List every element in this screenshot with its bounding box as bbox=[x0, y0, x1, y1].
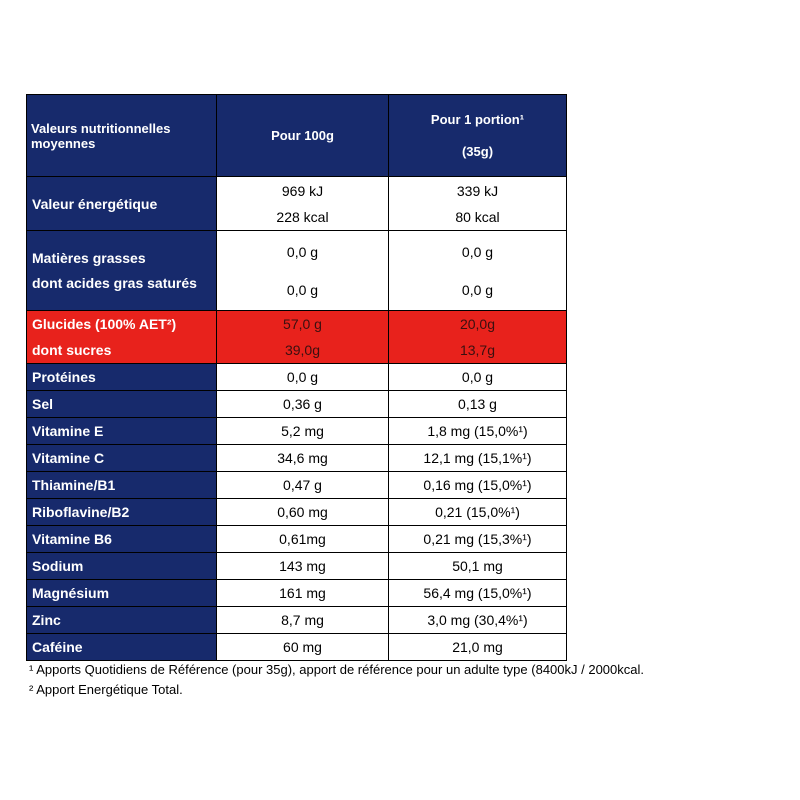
fat-per-portion-total: 0,0 g bbox=[461, 243, 494, 260]
fat-per-100g bbox=[217, 231, 389, 311]
nutrient-label: Riboflavine/B2 bbox=[27, 499, 217, 526]
header-per-portion-line2: (35g) bbox=[461, 143, 494, 159]
nutrient-label: Sodium bbox=[27, 553, 217, 580]
nutrient-label: Sel bbox=[27, 391, 217, 418]
footnote-total-energy: ² Apport Energétique Total. bbox=[29, 682, 183, 697]
nutrient-per-100g: 143 mg bbox=[217, 553, 389, 580]
nutrient-per-100g: 0,36 g bbox=[217, 391, 389, 418]
nutrient-per-portion: 0,13 g bbox=[389, 391, 567, 418]
fat-per-portion-saturated: 0,0 g bbox=[461, 281, 494, 298]
table-row bbox=[27, 445, 567, 472]
table-row bbox=[27, 418, 567, 445]
energy-per-portion-kj: 339 kJ bbox=[456, 182, 499, 199]
fat-label-saturated: dont acides gras saturés bbox=[32, 275, 197, 291]
energy-per-100g-kcal: 228 kcal bbox=[276, 208, 329, 225]
fat-row bbox=[27, 231, 567, 311]
carbs-per-portion bbox=[389, 311, 567, 364]
nutrition-table-container bbox=[26, 94, 566, 661]
footnote-reference-intakes: ¹ Apports Quotidiens de Référence (pour 35g), apport de référence pour un adulte type (8400kJ / 2000kcal. bbox=[29, 662, 644, 677]
nutrient-rows bbox=[27, 364, 567, 661]
table-row bbox=[27, 634, 567, 661]
table-row bbox=[27, 472, 567, 499]
nutrient-label: Vitamine C bbox=[27, 445, 217, 472]
energy-label: Valeur énergétique bbox=[27, 177, 217, 231]
fat-per-100g-total: 0,0 g bbox=[286, 243, 319, 260]
carbs-per-100g-total: 57,0 g bbox=[283, 316, 322, 332]
nutrient-per-portion: 12,1 mg (15,1%¹) bbox=[389, 445, 567, 472]
nutrient-per-portion: 1,8 mg (15,0%¹) bbox=[389, 418, 567, 445]
nutrition-table bbox=[26, 94, 567, 661]
fat-per-100g-saturated: 0,0 g bbox=[286, 281, 319, 298]
nutrient-per-100g: 0,60 mg bbox=[217, 499, 389, 526]
energy-per-portion-kcal: 80 kcal bbox=[455, 208, 500, 225]
nutrient-label: Thiamine/B1 bbox=[27, 472, 217, 499]
header-per-portion bbox=[389, 95, 567, 177]
table-header-row bbox=[27, 95, 567, 177]
nutrient-per-100g: 60 mg bbox=[217, 634, 389, 661]
nutrient-per-100g: 5,2 mg bbox=[217, 418, 389, 445]
carbs-per-100g-sugars: 39,0g bbox=[284, 342, 321, 358]
nutrient-label: Magnésium bbox=[27, 580, 217, 607]
header-per-100g: Pour 100g bbox=[217, 95, 389, 177]
carbs-per-100g bbox=[217, 311, 389, 364]
nutrient-per-portion: 56,4 mg (15,0%¹) bbox=[389, 580, 567, 607]
fat-label-total: Matières grasses bbox=[32, 250, 146, 266]
nutrient-label: Zinc bbox=[27, 607, 217, 634]
nutrient-per-100g: 34,6 mg bbox=[217, 445, 389, 472]
table-row bbox=[27, 607, 567, 634]
nutrient-per-portion: 3,0 mg (30,4%¹) bbox=[389, 607, 567, 634]
fat-label bbox=[27, 231, 217, 311]
nutrient-label: Caféine bbox=[27, 634, 217, 661]
nutrient-per-portion: 0,21 mg (15,3%¹) bbox=[389, 526, 567, 553]
nutrient-per-100g: 0,0 g bbox=[217, 364, 389, 391]
nutrient-label: Vitamine B6 bbox=[27, 526, 217, 553]
nutrient-per-portion: 0,16 mg (15,0%¹) bbox=[389, 472, 567, 499]
nutrient-per-portion: 0,0 g bbox=[389, 364, 567, 391]
nutrient-per-100g: 8,7 mg bbox=[217, 607, 389, 634]
carbs-label-sugars: dont sucres bbox=[32, 342, 112, 358]
nutrient-per-portion: 50,1 mg bbox=[389, 553, 567, 580]
carbs-label bbox=[27, 311, 217, 364]
carbs-label-total: Glucides (100% AET²) bbox=[32, 316, 177, 332]
nutrient-label: Protéines bbox=[27, 364, 217, 391]
footnotes bbox=[29, 660, 799, 700]
carbs-per-portion-total: 20,0g bbox=[459, 316, 496, 332]
header-per-portion-line1: Pour 1 portion¹ bbox=[430, 111, 525, 127]
energy-per-100g bbox=[217, 177, 389, 231]
table-row bbox=[27, 364, 567, 391]
fat-per-portion bbox=[389, 231, 567, 311]
nutrient-per-100g: 0,61mg bbox=[217, 526, 389, 553]
header-nutrients-label: Valeurs nutritionnelles moyennes bbox=[27, 95, 217, 177]
table-row bbox=[27, 553, 567, 580]
nutrient-per-100g: 0,47 g bbox=[217, 472, 389, 499]
carbs-per-portion-sugars: 13,7g bbox=[459, 342, 496, 358]
nutrient-per-portion: 0,21 (15,0%¹) bbox=[389, 499, 567, 526]
table-row bbox=[27, 499, 567, 526]
nutrient-per-portion: 21,0 mg bbox=[389, 634, 567, 661]
table-row bbox=[27, 391, 567, 418]
carbs-row bbox=[27, 311, 567, 364]
nutrient-label: Vitamine E bbox=[27, 418, 217, 445]
nutrient-per-100g: 161 mg bbox=[217, 580, 389, 607]
table-row bbox=[27, 580, 567, 607]
energy-per-portion bbox=[389, 177, 567, 231]
energy-row bbox=[27, 177, 567, 231]
energy-per-100g-kj: 969 kJ bbox=[281, 182, 324, 199]
table-row bbox=[27, 526, 567, 553]
